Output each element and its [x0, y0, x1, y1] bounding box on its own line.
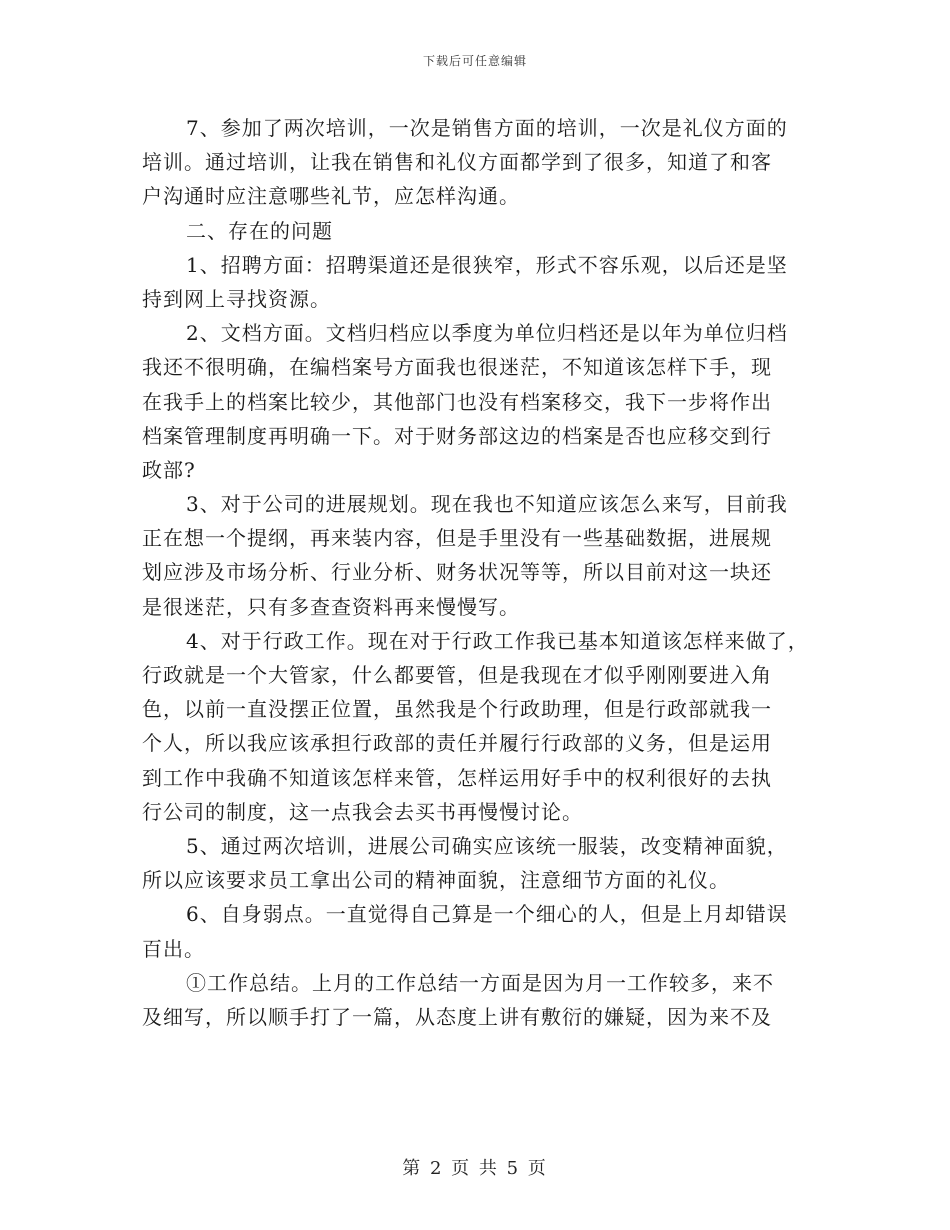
text-line: 培训。通过培训，让我在销售和礼仪方面都学到了很多，知道了和客 — [142, 150, 772, 175]
text-line: 正在想一个提纲，再来装内容，但是手里没有一些基础数据，进展规 — [142, 526, 772, 551]
document-body — [142, 111, 812, 1034]
text-line: ①工作总结。上月的工作总结一方面是因为月一工作较多，来不 — [186, 970, 774, 995]
text-line: 档案管理制度再明确一下。对于财务部这边的档案是否也应移交到行 — [142, 423, 772, 448]
text-line: 到工作中我确不知道该怎样来管，怎样运用好手中的权利很好的去执 — [142, 765, 772, 790]
text-line: 政部? — [142, 457, 196, 482]
text-line: 在我手上的档案比较少，其他部门也没有档案移交，我下一步将作出 — [142, 389, 772, 414]
page-number-footer: 第 2 页 共 5 页 — [402, 1158, 548, 1179]
text-line: 2、文档方面。文档归档应以季度为单位归档还是以年为单位归档 — [186, 321, 788, 346]
text-line: 个人，所以我应该承担行政部的责任并履行行政部的义务，但是运用 — [142, 731, 772, 756]
text-line: 1、招聘方面：招聘渠道还是很狭窄，形式不容乐观，以后还是坚 — [186, 252, 788, 277]
text-line: 百出。 — [142, 936, 205, 961]
text-line: 持到网上寻找资源。 — [142, 286, 331, 311]
text-line: 4、对于行政工作。现在对于行政工作我已基本知道该怎样来做了， — [186, 628, 809, 653]
text-line: 6、自身弱点。一直觉得自己算是一个细心的人，但是上月却错误 — [186, 902, 788, 927]
text-line: 及细写，所以顺手打了一篇，从态度上讲有敷衍的嫌疑，因为来不及 — [142, 1004, 772, 1029]
text-line: 划应涉及市场分析、行业分析、财务状况等等，所以目前对这一块还 — [142, 560, 772, 585]
text-line: 行公司的制度，这一点我会去买书再慢慢讨论。 — [142, 799, 583, 824]
text-line: 3、对于公司的进展规划。现在我也不知道应该怎么来写，目前我 — [186, 492, 788, 517]
text-line: 行政就是一个大管家，什么都要管，但是我现在才似乎刚刚要进入角 — [142, 663, 772, 687]
text-line: 5、通过两次培训，进展公司确实应该统一服装，改变精神面貌， — [186, 833, 788, 858]
text-line: 户沟通时应注意哪些礼节，应怎样沟通。 — [142, 184, 520, 209]
section-heading: 二、存在的问题 — [186, 218, 333, 243]
text-line: 所以应该要求员工拿出公司的精神面貌，注意细节方面的礼仪。 — [142, 868, 730, 893]
page-header-note: 下载后可任意编辑 — [422, 54, 527, 68]
text-line: 色，以前一直没摆正位置，虽然我是个行政助理，但是行政部就我一 — [142, 697, 772, 722]
text-line: 是很迷茫，只有多查查资料再来慢慢写。 — [142, 594, 520, 619]
text-line: 我还不很明确，在编档案号方面我也很迷茫，不知道该怎样下手，现 — [142, 355, 772, 380]
text-line: 7、参加了两次培训，一次是销售方面的培训，一次是礼仪方面的 — [186, 116, 788, 140]
